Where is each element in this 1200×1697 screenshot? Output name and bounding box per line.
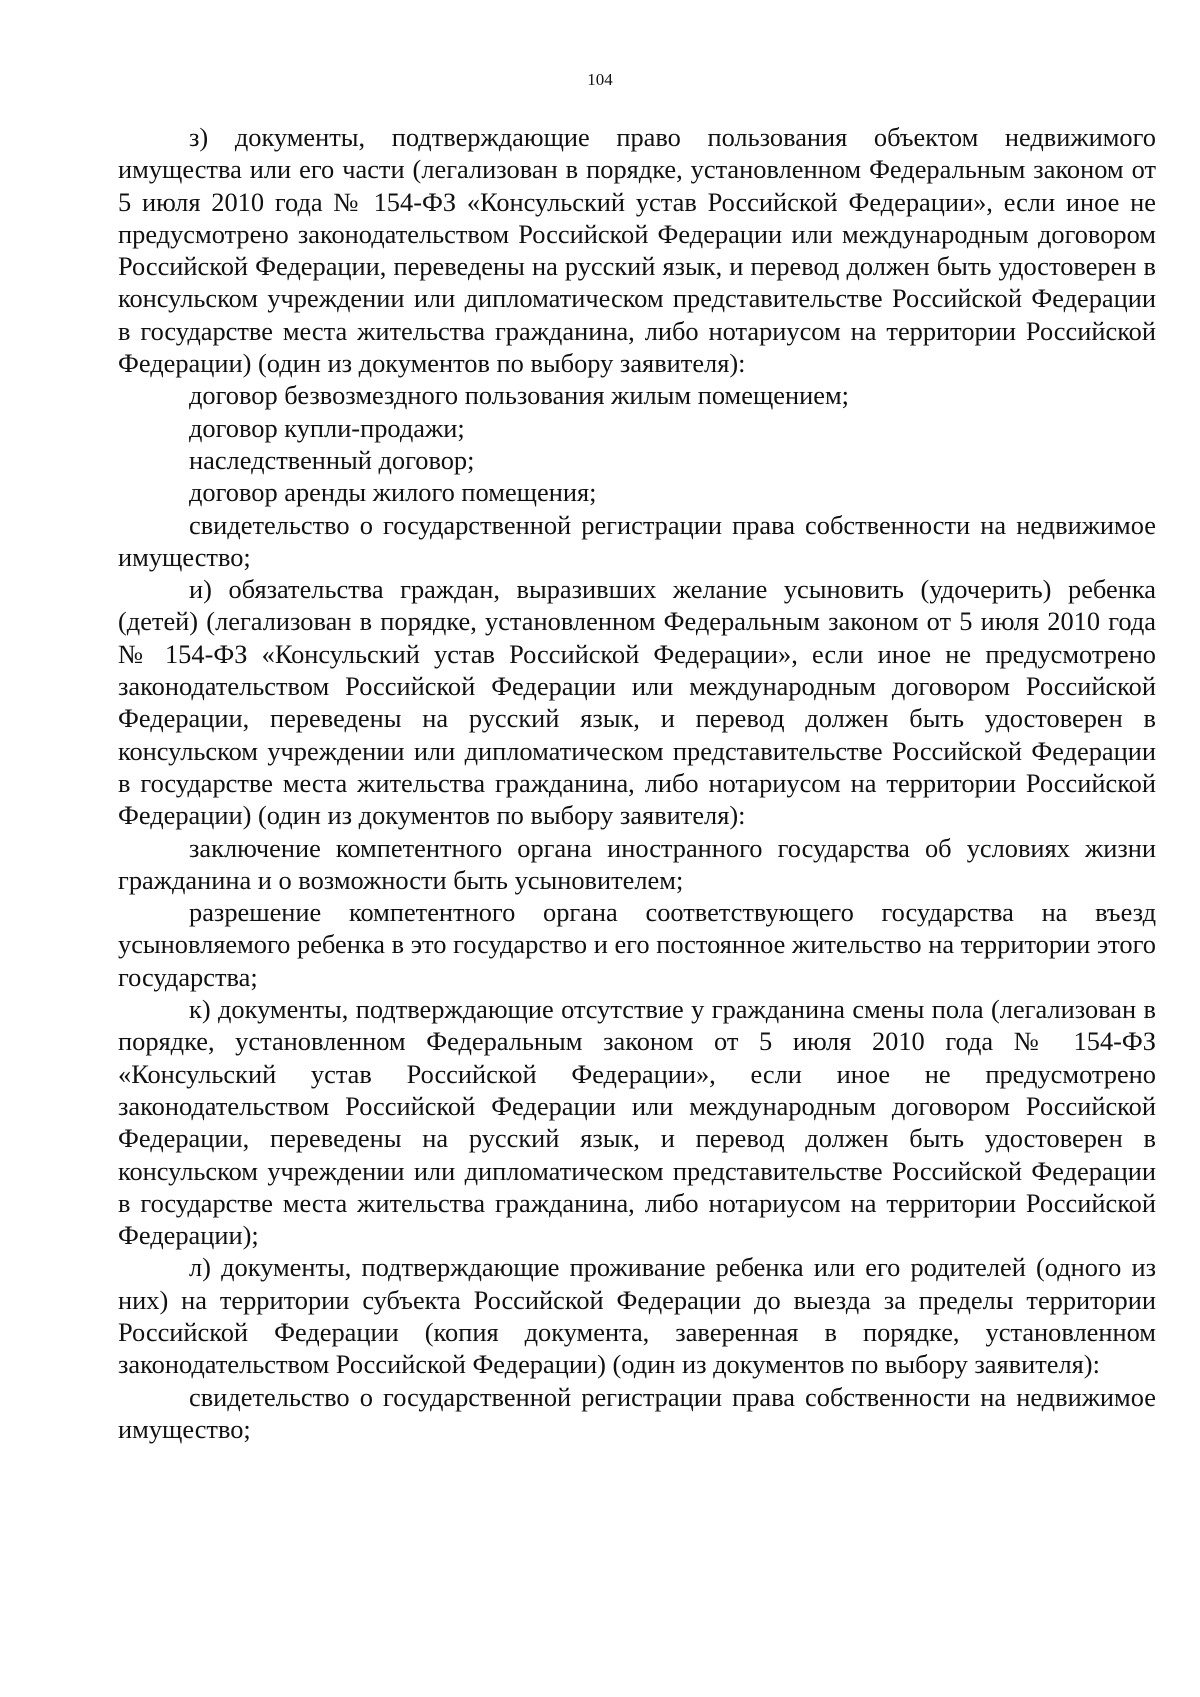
document-body xyxy=(118,121,1156,1445)
paragraph-l-residence-documents: л) документы, подтверждающие проживание ребенка или его родителей (одного из них) на территории субъекта Российской Федерации до выезда за пределы территории Российской Федерации (копия документа, заверенная в порядке, установленном законодательством Российской Федерации) (один из документов по выбору заявителя): xyxy=(118,1252,1156,1380)
paragraph-z-documents-property-use: з) документы, подтверждающие право пользования объектом недвижимого имущества или его части (легализован в порядке, установленном Федеральным законом от 5 июля 2010 года № 154-ФЗ «Консульский устав Российской Федерации», если иное не предусмотрено законодательством Российской Федерации или международным договором Российской Федерации, переведены на русский язык, и перевод должен быть удостоверен в консульском учреждении или дипломатическом представительстве Российской Федерации в государстве места жительства гражданина, либо нотариусом на территории Российской Федерации) (один из документов по выбору заявителя): xyxy=(118,122,1156,379)
page-number: 104 xyxy=(587,70,613,89)
list-item-sale-agreement: договор купли-продажи; xyxy=(189,412,465,443)
list-item-free-use-agreement: договор безвозмездного пользования жилым помещением; xyxy=(189,380,849,411)
list-item-inheritance-agreement: наследственный договор; xyxy=(189,444,475,475)
list-item-lease-agreement: договор аренды жилого помещения; xyxy=(189,477,597,508)
paragraph-k-no-gender-change: к) документы, подтверждающие отсутствие у гражданина смены пола (легализован в порядке, установленном Федеральным законом от 5 июля 2010 года № 154-ФЗ «Консульский устав Российской Федерации», если иное не предусмотрено законодательством Российской Федерации или международным договором Российской Федерации, переведены на русский язык, и перевод должен быть удостоверен в консульском учреждении или дипломатическом представительстве Российской Федерации в государстве места жительства гражданина, либо нотариусом на территории Российской Федерации); xyxy=(118,994,1156,1251)
paragraph-i-adoption-obligations: и) обязательства граждан, выразивших желание усыновить (удочерить) ребенка (детей) (легализован в порядке, установленном Федеральным законом от 5 июля 2010 года № 154-ФЗ «Консульский устав Российской Федерации», если иное не предусмотрено законодательством Российской Федерации или международным договором Российской Федерации, переведены на русский язык, и перевод должен быть удостоверен в консульском учреждении или дипломатическом представительстве Российской Федерации в государстве места жительства гражданина, либо нотариусом на территории Российской Федерации) (один из документов по выбору заявителя): xyxy=(118,574,1156,831)
list-item-entry-permission: разрешение компетентного органа соответствующего государства на въезд усыновляемого ребенка в это государство и его постоянное жительство на территории этого государства; xyxy=(118,897,1156,992)
list-item-ownership-certificate-2: свидетельство о государственной регистрации права собственности на недвижимое имущество; xyxy=(118,1381,1156,1444)
list-item-competent-authority-conclusion: заключение компетентного органа иностранного государства об условиях жизни гражданина и о возможности быть усыновителем; xyxy=(118,832,1156,895)
list-item-ownership-certificate: свидетельство о государственной регистрации права собственности на недвижимое имущество; xyxy=(118,509,1156,572)
